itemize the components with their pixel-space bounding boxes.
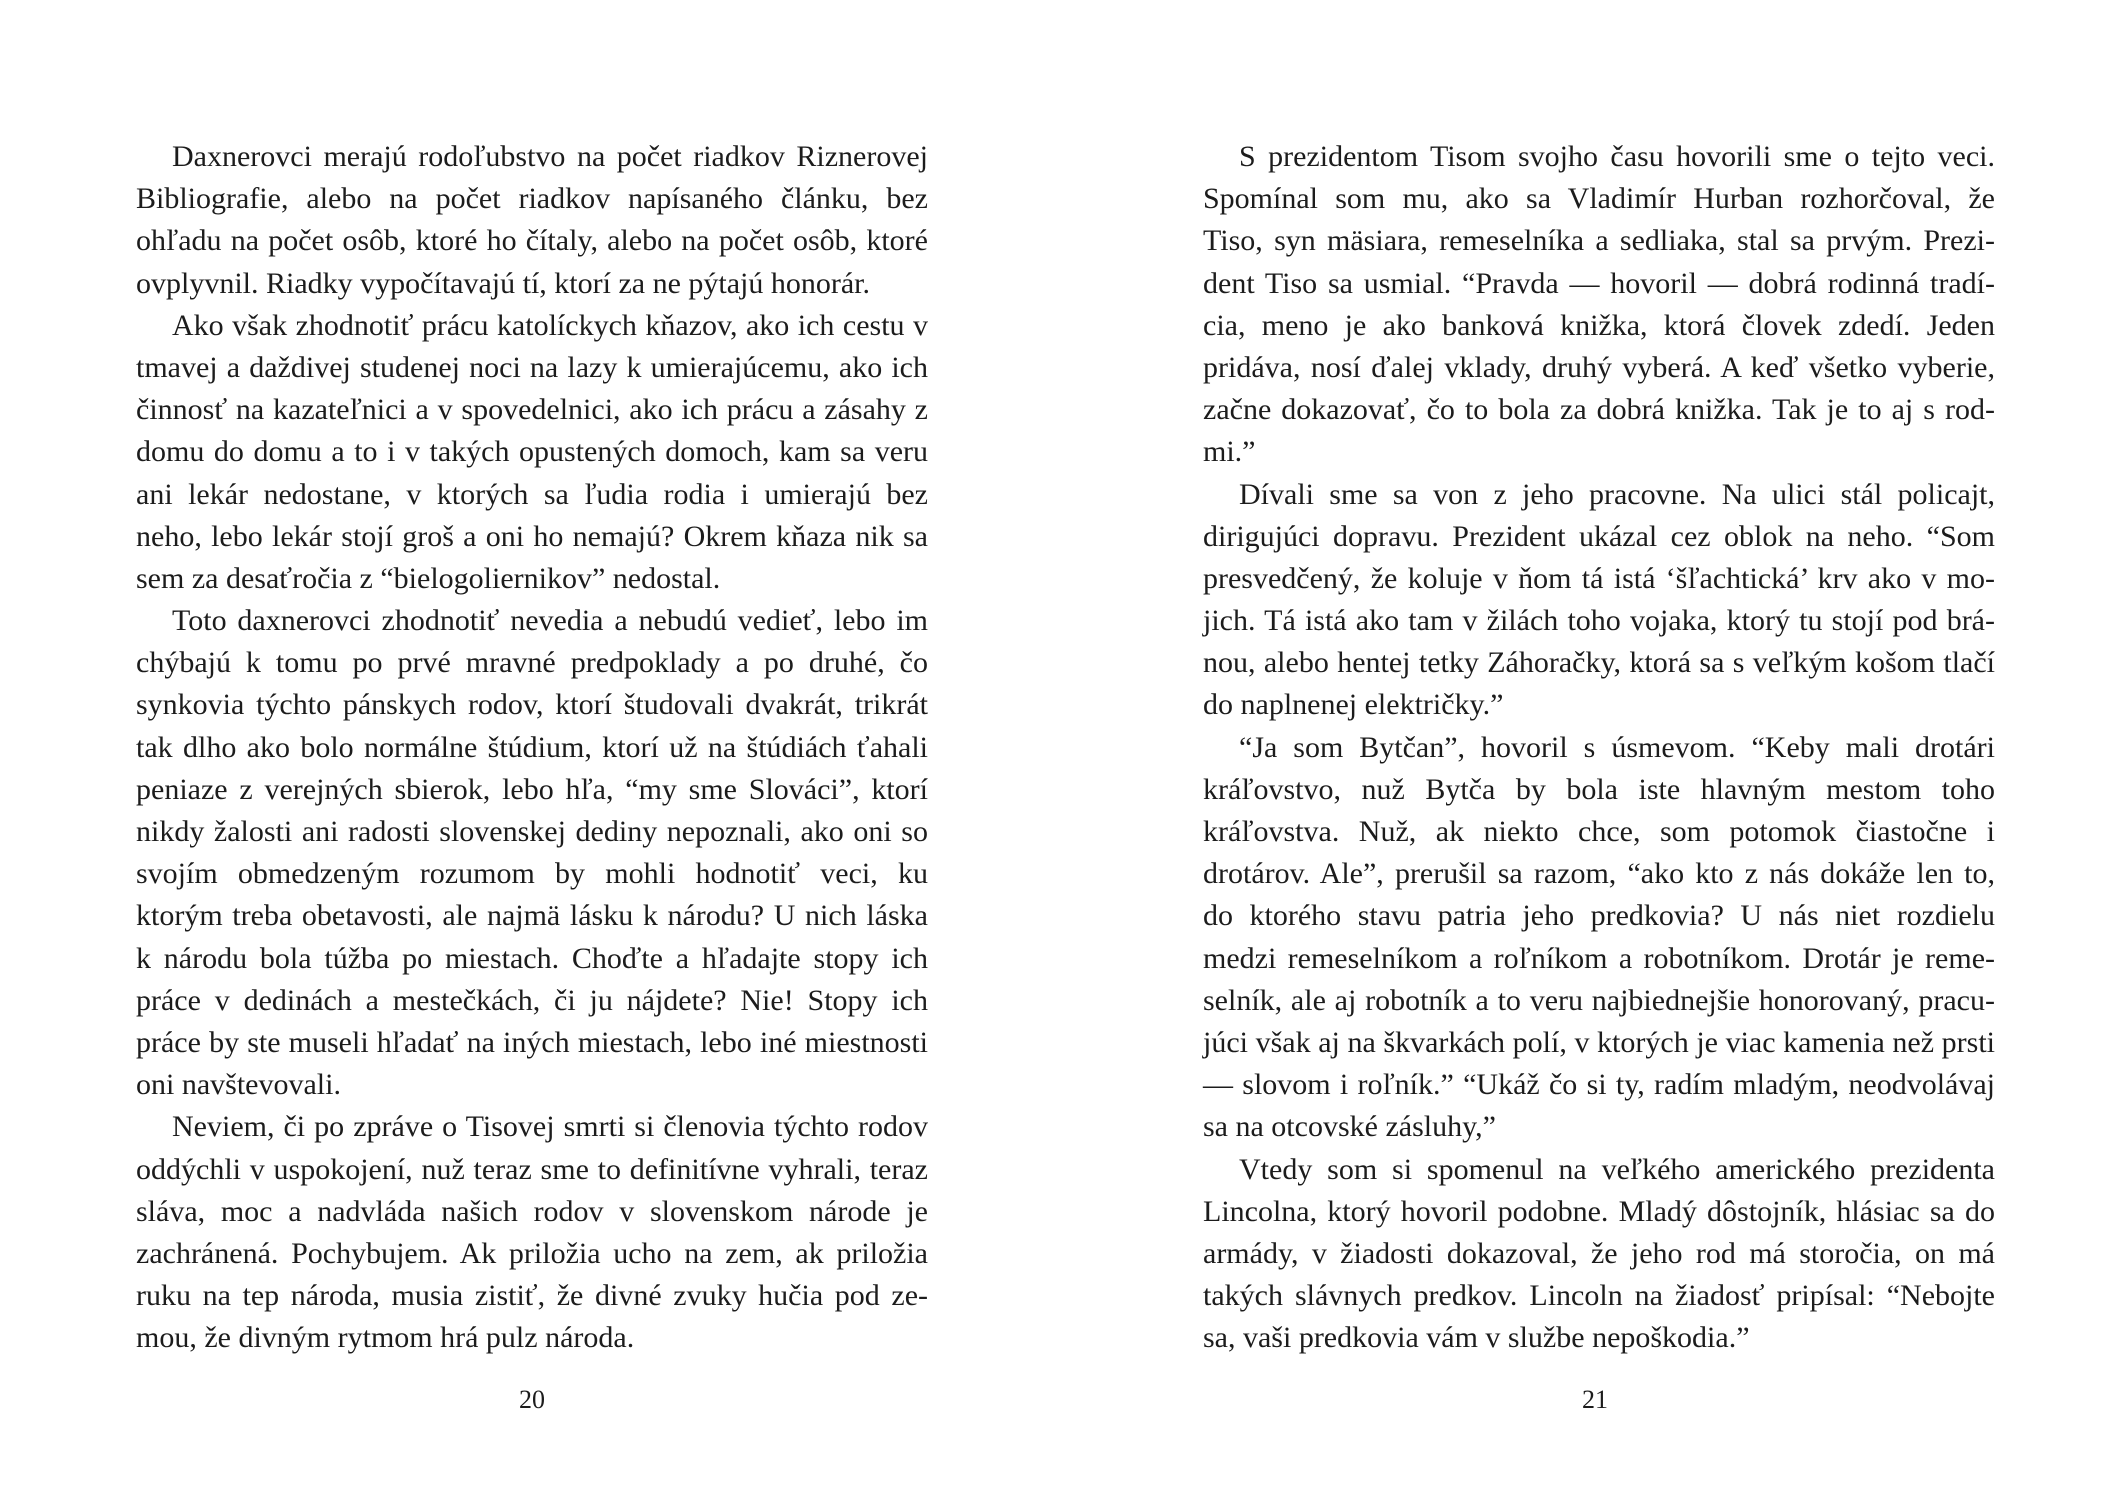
text-line: práce v dedinách a mestečkách, či ju nájdete? Nie! Stopy ich [136, 983, 928, 1017]
text-line: sláva, moc a nadvláda našich rodov v slovenskom národe je [136, 1194, 928, 1228]
text-line: dirigujúci dopravu. Prezident ukázal cez oblok na neho. “Som [1203, 519, 1995, 553]
text-line: nou, alebo hentej tetky Záhoračky, ktorá sa s veľkým košom tlačí [1203, 646, 1995, 680]
right-page-text [1203, 136, 1995, 1359]
text-line: nikdy žalosti ani radosti slovenskej dediny nepoznali, ako oni so [136, 815, 928, 848]
text-line: selník, ale aj robotník a to veru najbiednejšie honorovaný, pracu- [1203, 983, 1995, 1017]
text-line: kráľovstvo, nuž Bytča by bola iste hlavným mestom toho [1203, 772, 1995, 806]
text-line: domu do domu a to i v takých opustených domoch, kam sa veru [136, 435, 928, 469]
text-line: do naplnenej električky.” [1203, 688, 1504, 722]
text-line: oddýchli v uspokojení, nuž teraz sme to definitívne vyhrali, teraz [136, 1152, 928, 1186]
text-line: takých slávnych predkov. Lincoln na žiadosť pripísal: “Nebojte [1203, 1279, 1995, 1313]
text-line: tmavej a daždivej studenej noci na lazy k umierajúcemu, ako ich [136, 350, 928, 384]
text-line: neho, lebo lekár stojí groš a oni ho nemajú? Okrem kňaza nik sa [136, 519, 928, 553]
text-line: ovplyvnil. Riadky vypočítavajú tí, ktorí za ne pýtajú honorár. [136, 266, 871, 300]
text-line: zachránená. Pochybujem. Ak priložia ucho na zem, ak priložia [136, 1236, 928, 1270]
page-number: 20 [519, 1385, 545, 1414]
right-page [1059, 0, 2118, 1500]
text-line: mou, že divným rytmom hrá pulz národa. [136, 1321, 635, 1355]
text-line: — slovom i roľník.” “Ukáž čo si ty, radím mladým, neodvolávaj [1203, 1068, 1995, 1102]
text-line: svojím obmedzeným rozumom by mohli hodnotiť veci, ku [136, 857, 928, 891]
text-line: činnosť na kazateľnici a v spovedelnici, ako ich prácu a zásahy z [136, 393, 928, 427]
text-line: Tiso, syn mäsiara, remeselníka a sedliaka, stal sa prvým. Prezi- [1203, 224, 1995, 258]
text-line: tak dlho ako bolo normálne štúdium, ktorí už na štúdiách ťahali [136, 730, 928, 764]
text-line: jich. Tá istá ako tam v žilách toho vojaka, ktorý tu stojí pod brá- [1203, 604, 1995, 638]
text-line: práce by ste museli hľadať na iných miestach, lebo iné miestnosti [136, 1025, 928, 1059]
text-line: ohľadu na počet osôb, ktoré ho čítaly, alebo na počet osôb, ktoré [136, 224, 928, 258]
text-line: peniaze z verejných sbierok, lebo hľa, “my sme Slováci”, ktorí [136, 772, 928, 806]
text-line: sa na otcovské zásluhy,” [1203, 1110, 1496, 1144]
text-line: Toto daxnerovci zhodnotiť nevedia a nebudú vedieť, lebo im [172, 604, 928, 638]
text-line: armády, v žiadosti dokazoval, že jeho rod má storočia, on má [1203, 1236, 1995, 1270]
text-line: ktorým treba obetavosti, ale najmä lásku k národu? U nich láska [136, 899, 928, 933]
text-line: dent Tiso sa usmial. “Pravda — hovoril — dobrá rodinná tradí- [1203, 266, 1995, 300]
text-line: sa, vaši predkovia vám v službe nepoškodia.” [1203, 1321, 1750, 1355]
text-line: sem za desaťročia z “bielogoliernikov” nedostal. [136, 561, 721, 595]
text-line: chýbajú k tomu po prvé mravné predpoklady a po druhé, čo [136, 646, 928, 680]
text-line: pridáva, nosí ďalej vklady, druhý vyberá. A keď všetko vyberie, [1203, 350, 1995, 384]
text-line: drotárov. Ale”, prerušil sa razom, “ako kto z nás dokáže len to, [1203, 857, 1995, 891]
text-line: synkovia týchto pánskych rodov, ktorí študovali dvakrát, trikrát [136, 688, 928, 722]
text-line: Lincolna, ktorý hovoril podobne. Mladý dôstojník, hlásiac sa do [1203, 1194, 1995, 1228]
text-line: ruku na tep národa, musia zistiť, že divné zvuky hučia pod ze- [136, 1279, 928, 1313]
text-line: cia, meno je ako banková knižka, ktorá človek zdedí. Jeden [1203, 308, 1995, 342]
text-line: začne dokazovať, čo to bola za dobrá knižka. Tak je to aj s rod- [1203, 393, 1995, 427]
text-line: do ktorého stavu patria jeho predkovia? U nás niet rozdielu [1203, 899, 1995, 933]
text-line: Dívali sme sa von z jeho pracovne. Na ulici stál policajt, [1239, 477, 1995, 511]
page-number: 21 [1582, 1385, 1608, 1414]
text-line: ani lekár nedostane, v ktorých sa ľudia rodia i umierajú bez [136, 477, 928, 511]
text-line: S prezidentom Tisom svojho času hovorili sme o tejto veci. [1239, 140, 1995, 173]
text-line: Daxnerovci merajú rodoľubstvo na počet riadkov Riznerovej [172, 140, 928, 173]
text-line: Bibliografie, alebo na počet riadkov napísaného článku, bez [136, 182, 928, 216]
text-line: Ako však zhodnotiť prácu katolíckych kňazov, ako ich cestu v [172, 308, 928, 342]
text-line: k národu bola túžba po miestach. Choďte a hľadajte stopy ich [136, 941, 928, 975]
text-line: presvedčený, že koluje v ňom tá istá ‘šľachtická’ krv ako v mo- [1203, 561, 1995, 595]
text-line: Spomínal som mu, ako sa Vladimír Hurban rozhorčoval, že [1203, 182, 1995, 216]
text-line: oni navštevovali. [136, 1068, 341, 1102]
left-page-text [136, 136, 928, 1359]
text-line: medzi remeselníkom a roľníkom a robotníkom. Drotár je reme- [1203, 941, 1995, 975]
text-line: kráľovstva. Nuž, ak niekto chce, som potomok čiastočne i [1203, 815, 1995, 848]
text-line: Neviem, či po zpráve o Tisovej smrti si členovia týchto rodov [172, 1110, 928, 1144]
text-line: júci však aj na škvarkách polí, v ktorých je viac kamenia než prsti [1203, 1025, 1995, 1059]
text-line: Vtedy som si spomenul na veľkého amerického prezidenta [1239, 1152, 1995, 1186]
text-line: “Ja som Bytčan”, hovoril s úsmevom. “Keby mali drotári [1239, 730, 1995, 764]
text-line: mi.” [1203, 435, 1256, 469]
